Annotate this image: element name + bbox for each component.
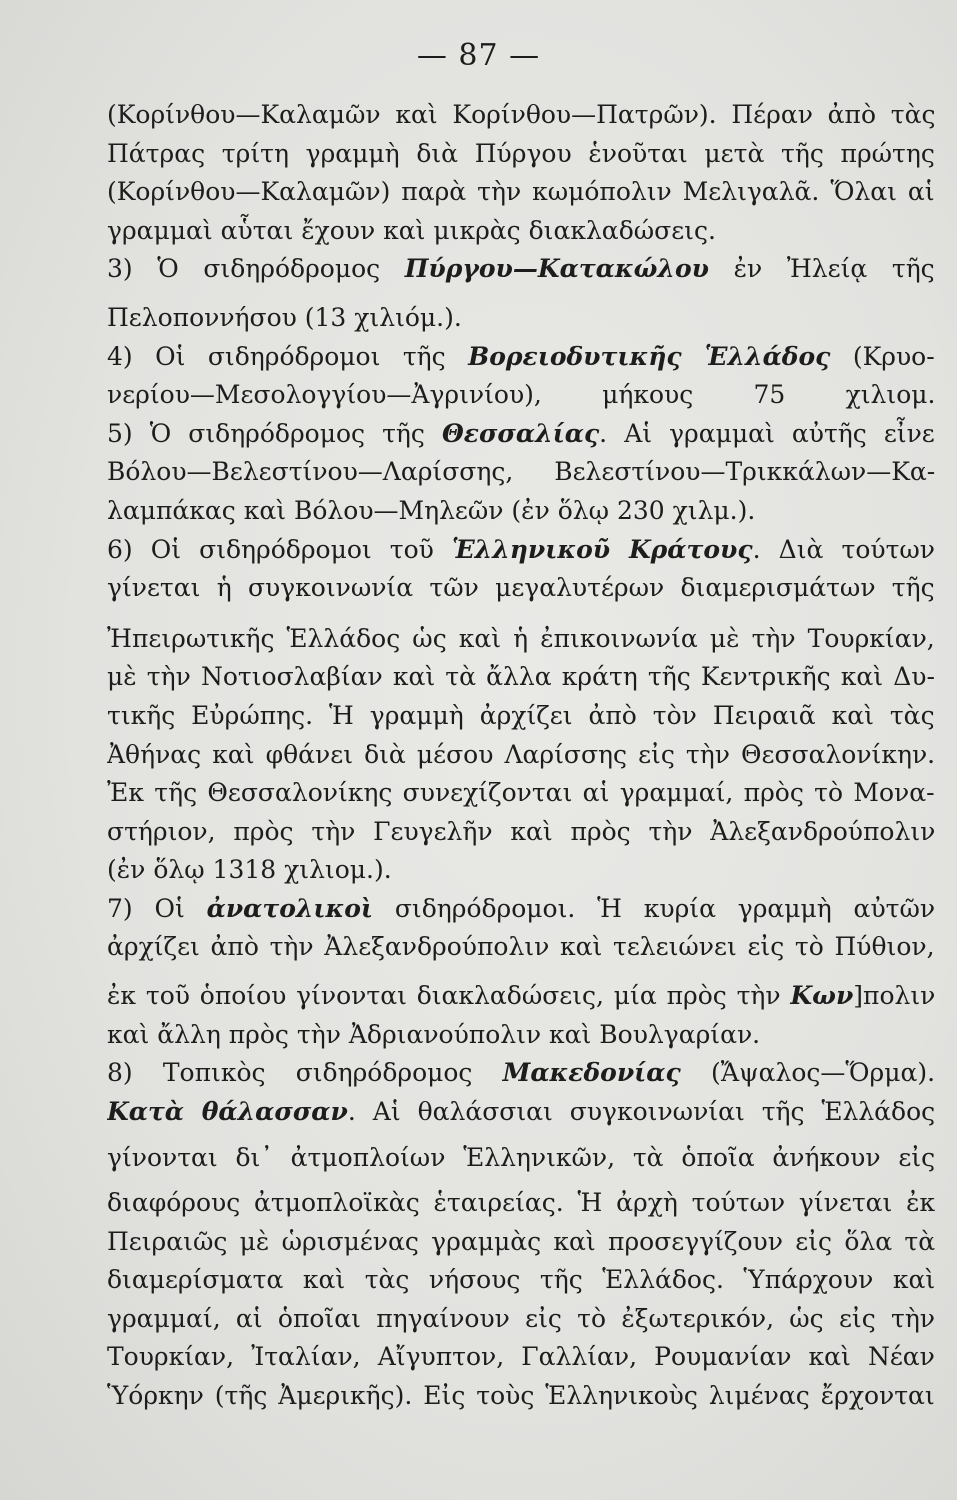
text-line bbox=[107, 1300, 935, 1339]
text-run: 8) Τοπικὸς σιδηρόδρομος bbox=[107, 1058, 503, 1088]
text-line bbox=[107, 813, 935, 852]
emphasized-term: Μακεδονίας bbox=[502, 1058, 681, 1088]
text-run: (Κορίνθου—Καλαμῶν) παρὰ τὴν κωμόπολιν Μελιγαλᾶ. Ὅλαι αἱ bbox=[107, 177, 935, 207]
text-line bbox=[107, 96, 935, 135]
text-line bbox=[107, 1377, 935, 1416]
text-run: . Διὰ τούτων bbox=[752, 534, 935, 564]
text-line bbox=[107, 569, 935, 608]
text-line bbox=[107, 1184, 935, 1223]
text-run: 3) Ὁ σιδηρόδρομος bbox=[107, 254, 405, 284]
text-run: καὶ ἄλλη πρὸς τὴν Ἀδριανούπολιν καὶ Βουλγαρίαν. bbox=[107, 1019, 761, 1049]
text-run: στήριον, πρὸς τὴν Γευγελῆν καὶ πρὸς τὴν Ἀλεξανδρούπολιν bbox=[107, 816, 935, 846]
emphasized-term: Κων bbox=[790, 981, 854, 1011]
text-run: γίνονται δι᾽ ἀτμοπλοίων Ἑλληνικῶν, τὰ ὁποῖα ἀνήκουν εἰς bbox=[107, 1143, 935, 1173]
text-line bbox=[107, 1054, 935, 1093]
text-run: διαμερίσματα καὶ τὰς νήσους τῆς Ἑλλάδος. Ὑπάρχουν καὶ bbox=[107, 1265, 935, 1295]
text-line bbox=[107, 376, 935, 415]
text-run: (Ἄψαλος—Ὅρμα). bbox=[680, 1058, 935, 1088]
text-run: λαμπάκας καὶ Βόλου—Μηλεῶν (ἐν ὅλῳ 230 χιλμ.). bbox=[107, 495, 756, 525]
text-run: γίνεται ἡ συγκοινωνία τῶν μεγαλυτέρων διαμερισμάτων τῆς bbox=[107, 573, 935, 603]
text-run: . Αἱ γραμμαὶ αὐτῆς εἶνε bbox=[599, 418, 935, 448]
text-line bbox=[107, 697, 935, 736]
text-run: 5) Ὁ σιδηρόδρομος τῆς bbox=[107, 418, 442, 448]
text-run: ἐκ τοῦ ὁποίου γίνονται διακλαδώσεις, μία πρὸς τὴν bbox=[107, 981, 791, 1011]
page-number: — 87 — bbox=[416, 38, 541, 73]
text-run: ]πολιν bbox=[853, 981, 935, 1011]
text-run: Πελοποννήσου (13 χιλιόμ.). bbox=[107, 302, 462, 332]
text-line bbox=[107, 135, 935, 174]
text-line bbox=[107, 173, 935, 212]
emphasized-term: Πύργου—Κατακώλου bbox=[404, 254, 709, 284]
text-line bbox=[107, 977, 935, 1016]
page-body bbox=[107, 96, 935, 1416]
text-line bbox=[107, 531, 935, 570]
text-run: διαφόρους ἀτμοπλοϊκὰς ἑταιρείας. Ἡ ἀρχὴ τούτων γίνεται ἐκ bbox=[107, 1188, 935, 1218]
text-run: ἀρχίζει ἀπὸ τὴν Ἀλεξανδρούπολιν καὶ τελειώνει εἰς τὸ Πύθιον, bbox=[107, 932, 935, 962]
text-line bbox=[107, 620, 935, 659]
text-line bbox=[107, 1338, 935, 1377]
text-run: Ὑόρκην (τῆς Ἀμερικῆς). Εἰς τοὺς Ἑλληνικοὺς λιμένας ἔρχονται bbox=[107, 1381, 935, 1410]
text-line bbox=[107, 890, 935, 929]
text-line bbox=[107, 851, 935, 890]
text-line bbox=[107, 492, 935, 531]
text-run: γραμμαί, αἱ ὁποῖαι πηγαίνουν εἰς τὸ ἐξωτερικόν, ὡς εἰς τὴν bbox=[107, 1303, 935, 1333]
text-line bbox=[107, 1261, 935, 1300]
text-run: Πάτρας τρίτη γραμμὴ διὰ Πύργου ἑνοῦται μετὰ τῆς πρώτης bbox=[107, 138, 935, 168]
text-line bbox=[107, 928, 935, 967]
emphasized-term: ἀνατολικοὶ bbox=[206, 893, 374, 923]
text-line bbox=[107, 1139, 935, 1178]
text-line bbox=[107, 415, 935, 454]
text-run: τικῆς Εὐρώπης. Ἡ γραμμὴ ἀρχίζει ἀπὸ τὸν Πειραιᾶ καὶ τὰς bbox=[107, 700, 935, 730]
text-line bbox=[107, 1093, 935, 1132]
emphasized-term: Ἑλληνικοῦ Κράτους bbox=[451, 534, 753, 564]
text-line bbox=[107, 774, 935, 813]
emphasized-term: Θεσσαλίας bbox=[442, 418, 600, 448]
text-run: Τουρκίαν, Ἰταλίαν, Αἴγυπτον, Γαλλίαν, Ρουμανίαν καὶ Νέαν bbox=[107, 1342, 935, 1372]
text-run: 4) Οἱ σιδηρόδρομοι τῆς bbox=[107, 341, 469, 371]
text-line bbox=[107, 453, 935, 492]
text-line bbox=[107, 212, 935, 251]
text-run: ἐν Ἠλείᾳ τῆς bbox=[708, 254, 935, 284]
text-line bbox=[107, 658, 935, 697]
text-run: . Αἱ θαλάσσιαι συγκοινωνίαι τῆς Ἑλλάδος bbox=[347, 1096, 935, 1126]
text-run: Ἠπειρωτικῆς Ἑλλάδος ὡς καὶ ἡ ἐπικοινωνία μὲ τὴν Τουρκίαν, bbox=[107, 623, 935, 653]
text-line bbox=[107, 736, 935, 775]
text-line bbox=[107, 250, 935, 289]
text-run: (Κορίνθου—Καλαμῶν καὶ Κορίνθου—Πατρῶν). Πέραν ἀπὸ τὰς bbox=[107, 100, 935, 129]
text-run: γραμμαὶ αὗται ἔχουν καὶ μικρὰς διακλαδώσεις. bbox=[107, 215, 716, 245]
text-run: Ἀθήνας καὶ φθάνει διὰ μέσου Λαρίσσης εἰς τὴν Θεσσαλονίκην. bbox=[107, 739, 935, 769]
text-line bbox=[107, 1016, 935, 1055]
text-run: μὲ τὴν Νοτιοσλαβίαν καὶ τὰ ἄλλα κράτη τῆς Κεντρικῆς καὶ Δυ- bbox=[107, 662, 935, 692]
text-run: Ἐκ τῆς Θεσσαλονίκης συνεχίζονται αἱ γραμμαί, πρὸς τὸ Μονα- bbox=[107, 778, 935, 808]
text-line bbox=[107, 338, 935, 377]
text-run: (Κρυο- bbox=[830, 341, 935, 371]
text-run: 7) Οἱ bbox=[107, 893, 207, 923]
text-line bbox=[107, 299, 935, 338]
text-line bbox=[107, 1223, 935, 1262]
text-run: (ἐν ὅλῳ 1318 χιλιομ.). bbox=[107, 855, 392, 885]
text-run: Βόλου—Βελεστίνου—Λαρίσσης, Βελεστίνου—Τρικκάλων—Κα- bbox=[107, 457, 935, 487]
text-run: Πειραιῶς μὲ ὡρισμένας γραμμὰς καὶ προσεγγίζουν εἰς ὅλα τὰ bbox=[107, 1226, 935, 1256]
emphasized-term: Κατὰ θάλασσαν bbox=[107, 1096, 348, 1126]
text-run: σιδηρόδρομοι. Ἡ κυρία γραμμὴ αὐτῶν bbox=[373, 893, 935, 923]
emphasized-term: Βορειοδυτικῆς Ἑλλάδος bbox=[468, 341, 831, 371]
text-run: νερίου—Μεσολογγίου—Ἀγρινίου), μήκους 75 χιλιομ. bbox=[107, 380, 935, 410]
text-run: 6) Οἱ σιδηρόδρομοι τοῦ bbox=[107, 534, 452, 564]
